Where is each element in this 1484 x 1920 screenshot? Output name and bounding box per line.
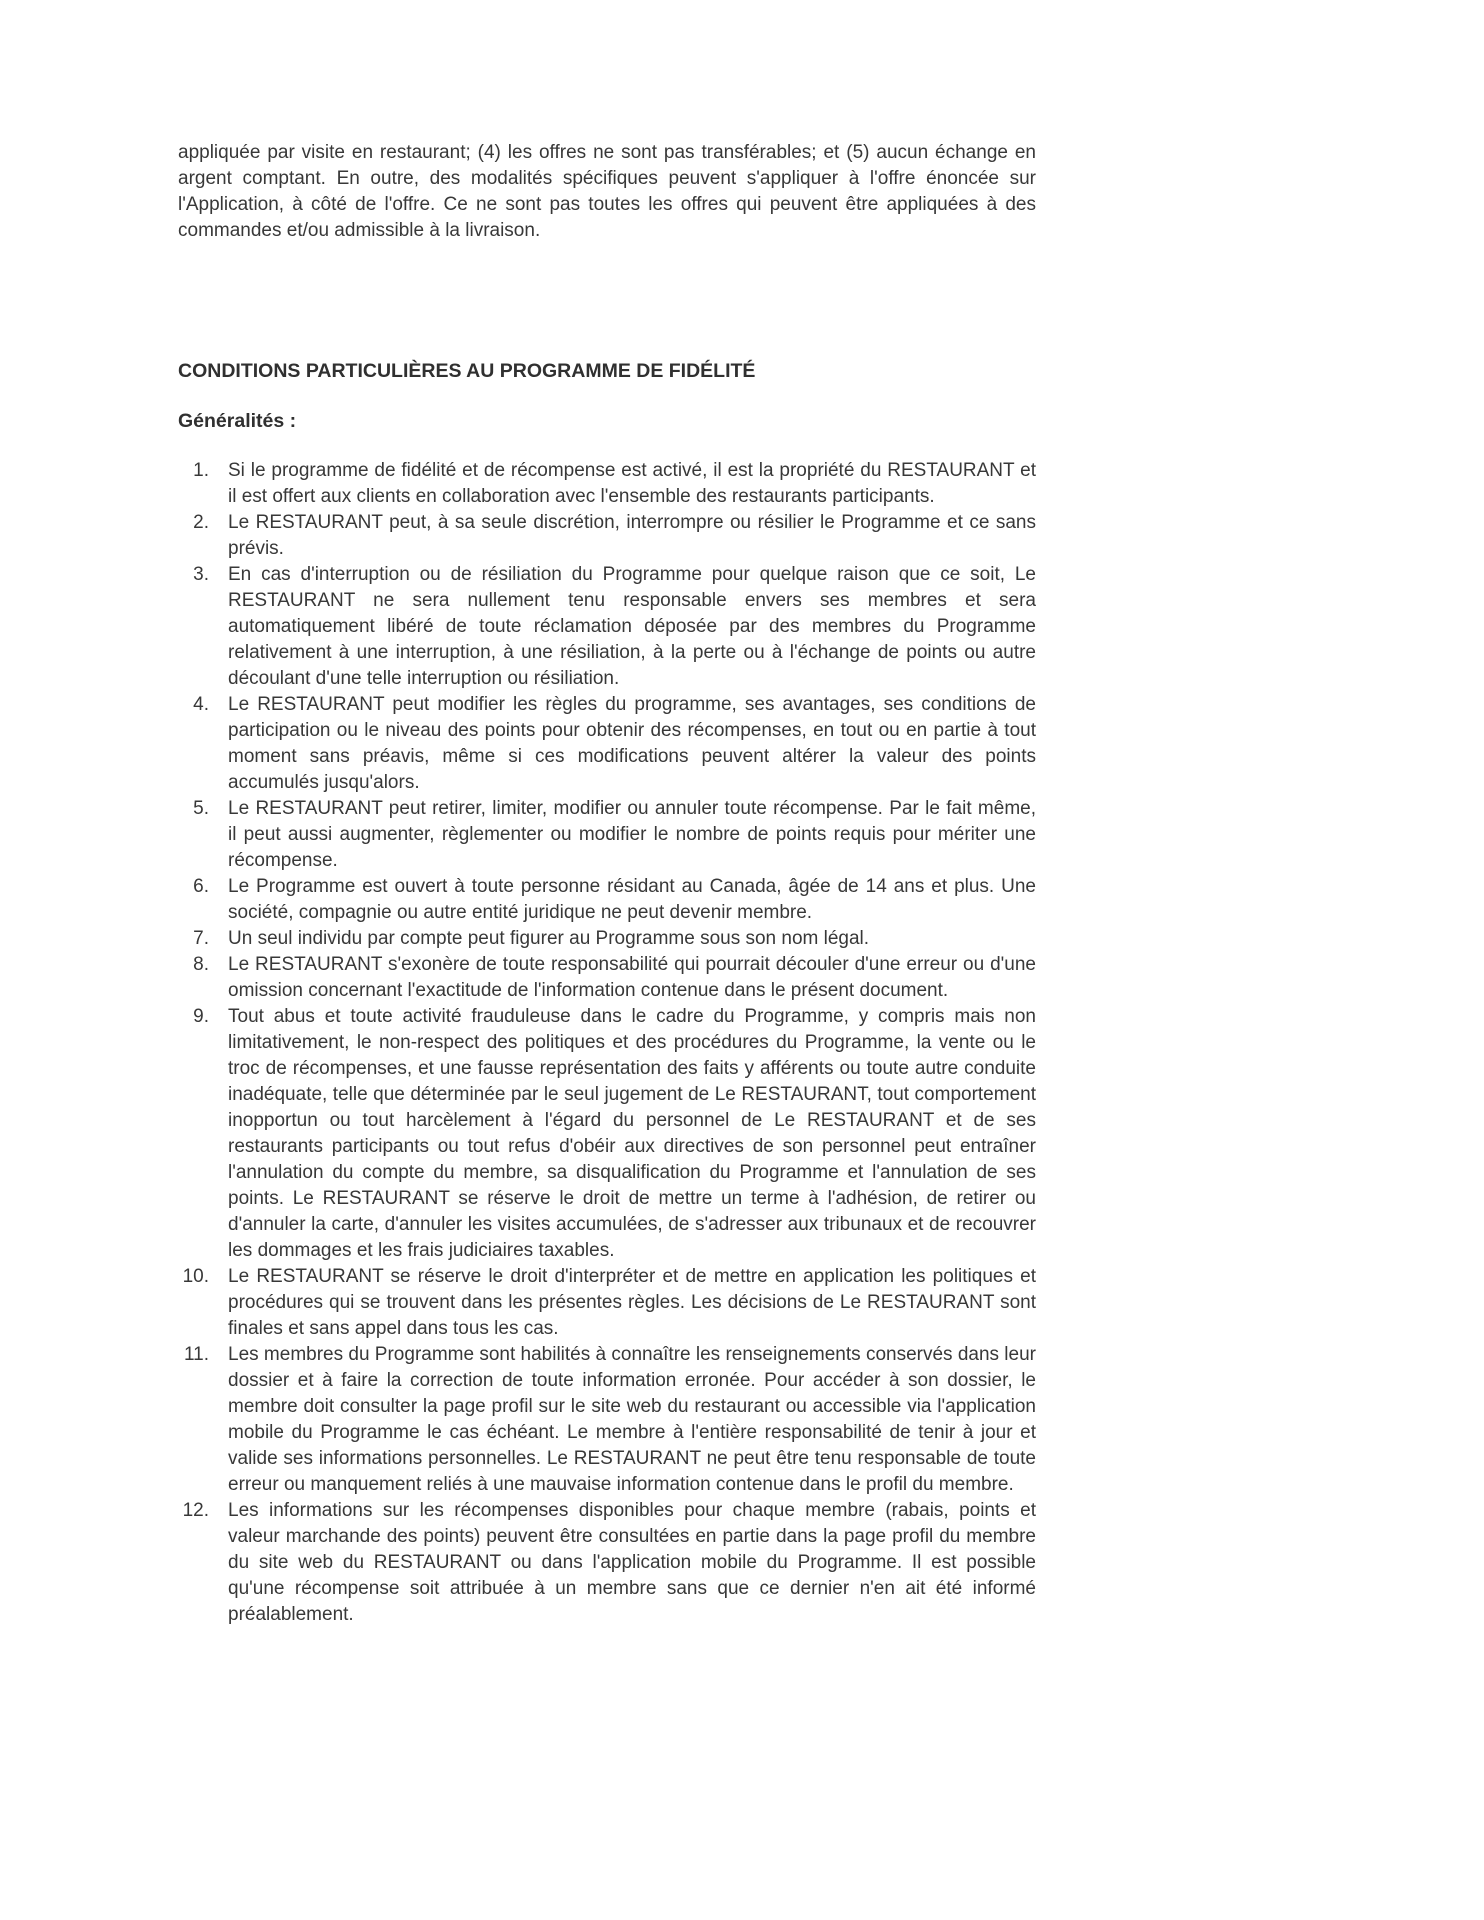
list-item-number: 6. [193, 876, 209, 897]
terms-list [178, 458, 1036, 1628]
list-item [178, 874, 1036, 926]
list-item-number: 1. [193, 460, 209, 481]
list-item-text: Le RESTAURANT se réserve le droit d'interpréter et de mettre en application les politiques et procédures qui se trouvent dans les présentes règles. Les décisions de Le RESTAURANT sont finales et sans appel dans tous les cas. [228, 1266, 1036, 1339]
list-item [178, 1342, 1036, 1498]
list-item-text: Le Programme est ouvert à toute personne résidant au Canada, âgée de 14 ans et plus. Une société, compagnie ou autre entité juridique ne peut devenir membre. [228, 876, 1036, 923]
list-item-number: 8. [193, 954, 209, 975]
list-item-number: 4. [193, 694, 209, 715]
list-item-text: Si le programme de fidélité et de récompense est activé, il est la propriété du RESTAURANT et il est offert aux clients en collaboration avec l'ensemble des restaurants participants. [228, 460, 1036, 507]
subsection-heading: Généralités : [178, 410, 297, 432]
list-item-text: Les informations sur les récompenses disponibles pour chaque membre (rabais, points et valeur marchande des points) peuvent être consultées en partie dans la page profil du membre du site web du RESTAURANT ou dans l'application mobile du Programme. Il est possible qu'une récompense soit attribuée à un membre sans que ce dernier n'en ait été informé préalablement. [228, 1500, 1036, 1625]
list-item-number: 9. [193, 1006, 209, 1027]
list-item-text: Tout abus et toute activité frauduleuse dans le cadre du Programme, y compris mais non limitativement, le non-respect des politiques et des procédures du Programme, la vente ou le troc de récompenses, et une fausse représentation des faits y afférents ou toute autre conduite inadéquate, telle que déterminée par le seul jugement de Le RESTAURANT, tout comportement inopportun ou tout harcèlement à l'égard du personnel de Le RESTAURANT et de ses restaurants participants ou tout refus d'obéir aux directives de son personnel peut entraîner l'annulation du compte du membre, sa disqualification du Programme et l'annulation de ses points. Le RESTAURANT se réserve le droit de mettre un terme à l'adhésion, de retirer ou d'annuler la carte, d'annuler les visites accumulées, de s'adresser aux tribunaux et de recouvrer les dommages et les frais judiciaires taxables. [228, 1006, 1036, 1261]
list-item-number: 3. [193, 564, 209, 585]
list-item-text: En cas d'interruption ou de résiliation du Programme pour quelque raison que ce soit, Le RESTAURANT ne sera nullement tenu responsable envers ses membres et sera automatiquement libéré de toute réclamation déposée par des membres du Programme relativement à une interruption, à une résiliation, à la perte ou à l'échange de points ou autre découlant d'une telle interruption ou résiliation. [228, 564, 1036, 689]
section-heading: CONDITIONS PARTICULIÈRES AU PROGRAMME DE FIDÉLITÉ [178, 360, 756, 382]
list-item-number: 11. [183, 1344, 209, 1365]
list-item [178, 1004, 1036, 1264]
list-item [178, 562, 1036, 692]
list-item-number: 2. [193, 512, 209, 533]
list-item [178, 1498, 1036, 1628]
intro-paragraph: appliquée par visite en restaurant; (4) les offres ne sont pas transférables; et (5) aucun échange en argent comptant. En outre, des modalités spécifiques peuvent s'appliquer à l'offre énoncée sur l'Application, à côté de l'offre. Ce ne sont pas toutes les offres qui peuvent être appliquées à des commandes et/ou admissible à la livraison. [178, 142, 1036, 241]
list-item-text: Un seul individu par compte peut figurer au Programme sous son nom légal. [228, 928, 870, 949]
list-item [178, 1264, 1036, 1342]
list-item-number: 10. [182, 1266, 209, 1287]
list-item-number: 5. [193, 798, 209, 819]
list-item-text: Les membres du Programme sont habilités à connaître les renseignements conservés dans leur dossier et à faire la correction de toute information erronée. Pour accéder à son dossier, le membre doit consulter la page profil sur le site web du restaurant ou accessible via l'application mobile du Programme le cas échéant. Le membre à l'entière responsabilité de tenir à jour et valide ses informations personnelles. Le RESTAURANT ne peut être tenu responsable de toute erreur ou manquement reliés à une mauvaise information contenue dans le profil du membre. [228, 1344, 1036, 1495]
list-item [178, 952, 1036, 1004]
list-item [178, 692, 1036, 796]
list-item-number: 12. [182, 1500, 209, 1521]
list-item-text: Le RESTAURANT peut retirer, limiter, modifier ou annuler toute récompense. Par le fait même, il peut aussi augmenter, règlementer ou modifier le nombre de points requis pour mériter une récompense. [228, 798, 1036, 871]
list-item [178, 926, 1036, 952]
list-item [178, 510, 1036, 562]
list-item-text: Le RESTAURANT peut, à sa seule discrétion, interrompre ou résilier le Programme et ce sans prévis. [228, 512, 1036, 559]
list-item [178, 458, 1036, 510]
list-item-text: Le RESTAURANT peut modifier les règles du programme, ses avantages, ses conditions de participation ou le niveau des points pour obtenir des récompenses, en tout ou en partie à tout moment sans préavis, même si ces modifications peuvent altérer la valeur des points accumulés jusqu'alors. [228, 694, 1036, 793]
document-content [178, 140, 1036, 1628]
list-item [178, 796, 1036, 874]
list-item-number: 7. [193, 928, 209, 949]
list-item-text: Le RESTAURANT s'exonère de toute responsabilité qui pourrait découler d'une erreur ou d'une omission concernant l'exactitude de l'information contenue dans le présent document. [228, 954, 1036, 1001]
